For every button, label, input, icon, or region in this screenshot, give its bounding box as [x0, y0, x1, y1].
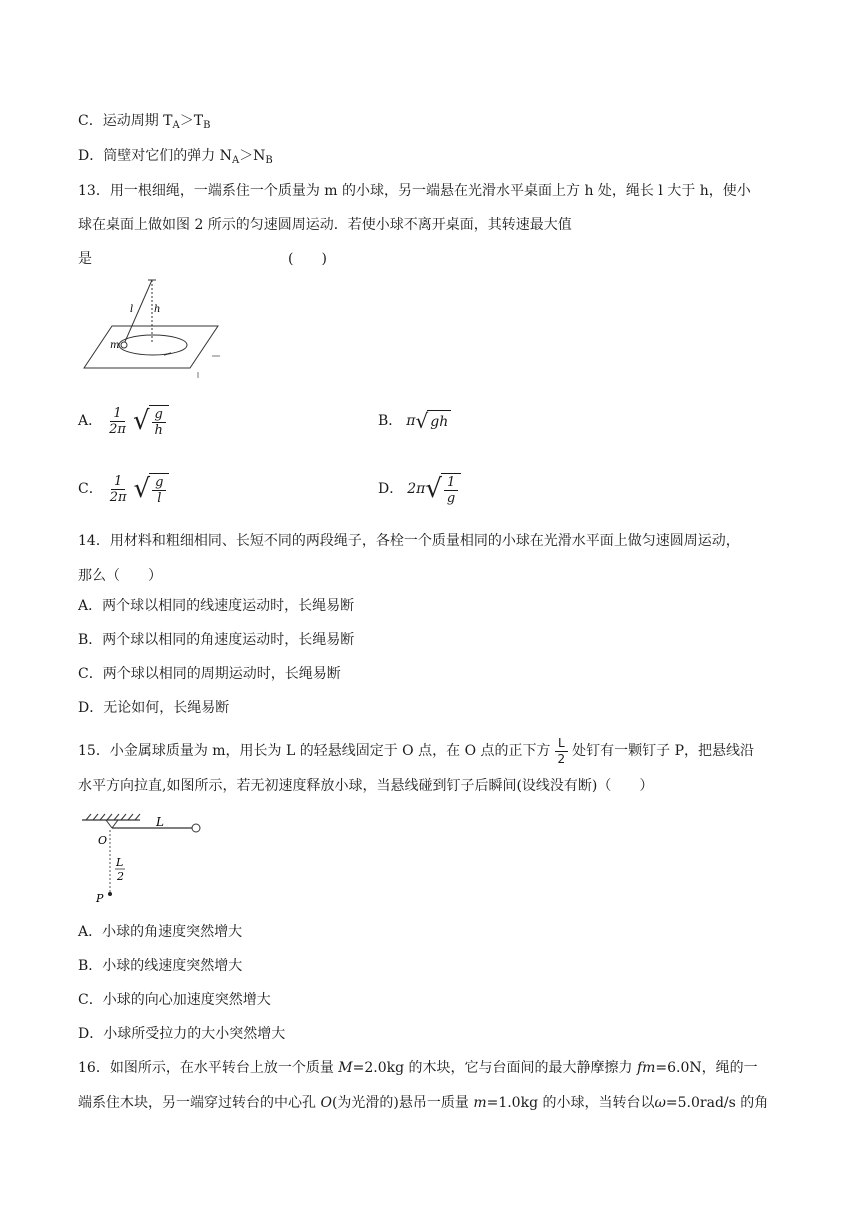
q14-option-d: D．无论如何，长绳易断 [78, 700, 230, 716]
sqrt-icon: √ [425, 474, 442, 504]
fig-label-h: h [154, 304, 161, 315]
fig-label-P: P [96, 892, 104, 905]
answer-blank: ( ) [288, 251, 327, 267]
fig-label-l: l [130, 304, 134, 315]
q13-stem-line2: 球在桌面上做如图 2 所示的匀速圆周运动．若使小球不离开桌面，其转速最大值 [78, 217, 572, 233]
q15-option-a: A．小球的角速度突然增大 [78, 924, 243, 940]
q15-stem-line2: 水平方向拉直,如图所示，若无初速度释放小球，当悬线碰到钉子后瞬间(设线没有断)（ ） [78, 778, 654, 794]
fig-label-L: L [156, 815, 164, 829]
q14-option-a: A．两个球以相同的线速度运动时，长绳易断 [78, 598, 355, 614]
q14-option-c: C．两个球以相同的周期运动时，长绳易断 [78, 666, 341, 682]
q13-option-a: A． $\frac{1}{2\pi}$ √ $\frac{g}{h}$ [78, 398, 169, 444]
sqrt-icon: √ [132, 406, 150, 436]
q15-option-b: B．小球的线速度突然增大 [78, 958, 243, 974]
q12-option-d: D．筒壁对它们的弹力 $N_A>N_B$ [78, 148, 273, 166]
q13-option-d: D． 2π √ $\frac{1}{g}$ [378, 466, 461, 512]
fig-label-m: m [110, 340, 120, 351]
q13-option-c: C． $\frac{1}{2\pi}$ √ $\frac{g}{l}$ [78, 466, 169, 512]
q16-stem-line1: 16．如图所示，在水平转台上放一个质量 M=2.0kg 的木块，它与台面间的最大静摩擦力 fm=6.0N，绳的一 [78, 1060, 758, 1076]
sqrt-icon: √ [133, 474, 151, 504]
fig-label-O: O [98, 834, 108, 847]
q13-conical-pendulum-figure [78, 276, 238, 386]
q16-stem-line2: 端系住木块，另一端穿过转台的中心孔 O(为光滑的)悬吊一质量 m=1.0kg 的小球，当转台以ω=5.0rad/s 的角 [78, 1095, 769, 1111]
fig-label-half-den: 2 [117, 870, 124, 883]
q14-stem-line1: 14．用材料和粗细相同、长短不同的两段绳子，各栓一个质量相同的小球在光滑水平面上做匀速圆周运动， [78, 533, 740, 549]
q12-option-c: C．运动周期 $T_A>T_B$ [78, 113, 211, 131]
fig-label-half-num: L [116, 856, 124, 869]
q13-stem-line1: 13．用一根细绳，一端系住一个质量为 m 的小球，另一端悬在光滑水平桌面上方 h 处，绳长 l 大于 h，使小 [78, 183, 751, 199]
q15-pendulum-nail-figure [78, 810, 218, 910]
q14-option-b: B．两个球以相同的角速度运动时，长绳易断 [78, 632, 355, 648]
q14-stem-line2: 那么（ ） [78, 568, 162, 584]
sqrt-icon: √ [415, 409, 429, 433]
q13-option-b: B． π √ gh [378, 398, 451, 444]
q15-stem-line1: 15．小金属球质量为 m，用长为 L 的轻悬线固定于 O 点，在 O 点的正下方 $\frac{L}{2}$ 处钉有一颗钉子 P，把悬线沿 [78, 735, 755, 766]
q15-option-c: C．小球的向心加速度突然增大 [78, 992, 271, 1008]
q13-stem-line3: 是 ( ) [78, 251, 327, 267]
q15-option-d: D．小球所受拉力的大小突然增大 [78, 1026, 286, 1042]
